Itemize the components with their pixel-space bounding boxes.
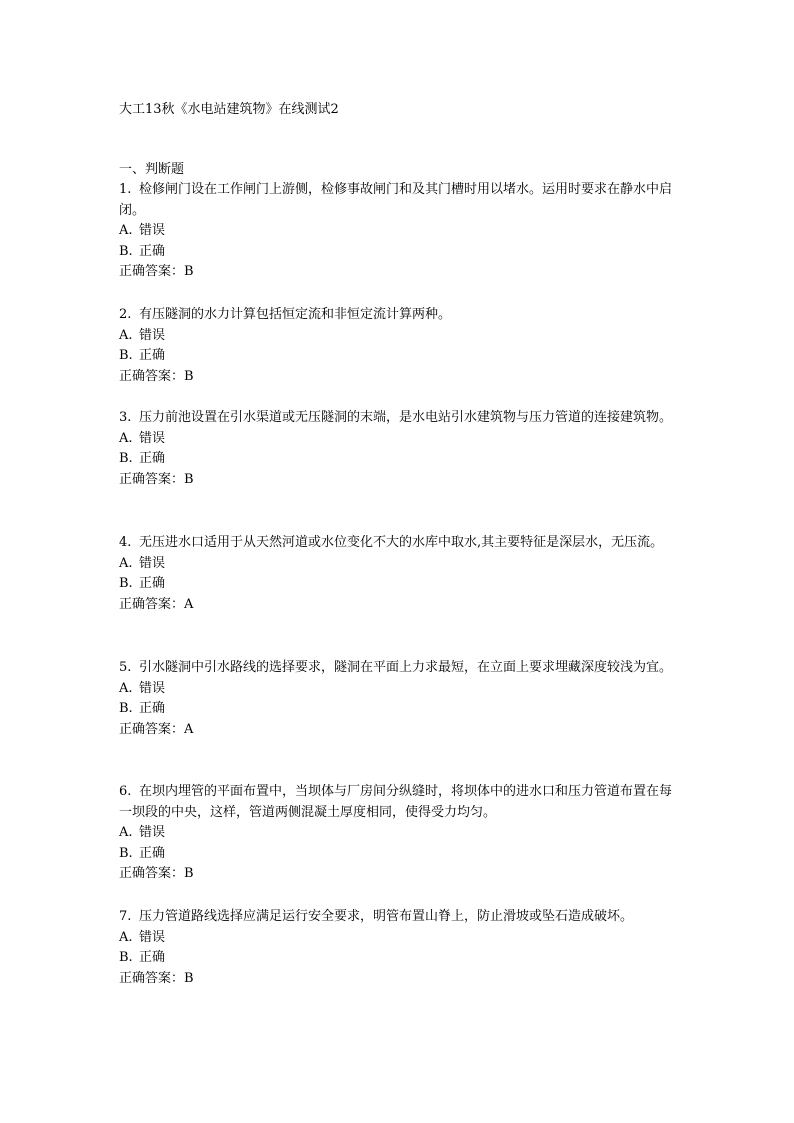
option-a	[119, 928, 679, 949]
question-number: 1.	[119, 182, 132, 197]
question-text	[119, 305, 679, 326]
option-letter: A.	[119, 430, 133, 446]
question-3	[119, 408, 679, 490]
question-body: 在坝内埋管的平面布置中，当坝体与厂房间分纵缝时，将坝体中的进水口和压力管道布置在每一坝段的中央，这样，管道两侧混凝土厚度相同，使得受力均匀。	[119, 784, 673, 820]
answer-label: 正确答案：	[119, 970, 185, 986]
option-letter: A.	[119, 680, 133, 696]
answer-label: 正确答案：	[119, 721, 185, 737]
answer-value: B	[184, 264, 194, 280]
option-letter: A.	[119, 929, 133, 945]
option-b	[119, 948, 679, 969]
answer-label: 正确答案：	[119, 264, 185, 280]
option-b	[119, 844, 679, 865]
correct-answer	[119, 864, 679, 885]
question-number: 5.	[119, 660, 132, 675]
question-number: 4.	[119, 535, 132, 550]
question-7	[119, 907, 679, 989]
option-text: 错误	[139, 430, 166, 446]
question-number: 3.	[119, 410, 132, 425]
answer-label: 正确答案：	[119, 368, 185, 384]
option-a	[119, 429, 679, 450]
option-text: 正确	[139, 348, 166, 364]
question-body: 无压进水口适用于从天然河道或水位变化不大的水库中取水,其主要特征是深层水，无压流。	[139, 535, 664, 550]
correct-answer	[119, 262, 679, 283]
document-title: 大工13秋《水电站建筑物》在线测试2	[119, 102, 339, 117]
option-a	[119, 221, 679, 242]
option-text: 错误	[139, 825, 166, 841]
option-b	[119, 346, 679, 367]
question-body: 引水隧洞中引水路线的选择要求，隧洞在平面上力求最短，在立面上要求埋藏深度较浅为宜。	[139, 660, 673, 675]
option-a	[119, 679, 679, 700]
option-text: 正确	[139, 243, 166, 259]
answer-value: B	[184, 368, 194, 384]
option-letter: A.	[119, 327, 133, 343]
correct-answer	[119, 470, 679, 491]
option-letter: A.	[119, 825, 133, 841]
answer-value: B	[184, 970, 194, 986]
option-text: 错误	[139, 223, 166, 239]
question-6	[119, 782, 679, 885]
answer-label: 正确答案：	[119, 596, 185, 612]
option-letter: B.	[119, 701, 133, 717]
section-heading: 一、判断题	[119, 162, 185, 177]
option-b	[119, 699, 679, 720]
option-text: 错误	[139, 929, 166, 945]
question-text	[119, 180, 679, 221]
option-text: 正确	[139, 576, 166, 592]
question-number: 7.	[119, 909, 132, 924]
option-text: 错误	[139, 327, 166, 343]
question-5	[119, 658, 679, 740]
option-text: 错误	[139, 555, 166, 571]
question-1	[119, 180, 679, 283]
correct-answer	[119, 595, 679, 616]
answer-value: A	[184, 596, 194, 612]
option-letter: A.	[119, 555, 133, 571]
correct-answer	[119, 969, 679, 990]
option-letter: B.	[119, 451, 133, 467]
option-text: 正确	[139, 451, 166, 467]
option-letter: B.	[119, 845, 133, 861]
correct-answer	[119, 367, 679, 388]
option-letter: B.	[119, 950, 133, 966]
question-text	[119, 533, 679, 554]
option-a	[119, 823, 679, 844]
option-text: 正确	[139, 950, 166, 966]
correct-answer	[119, 720, 679, 741]
option-b	[119, 242, 679, 263]
question-number: 6.	[119, 784, 132, 799]
option-letter: B.	[119, 348, 133, 364]
option-text: 错误	[139, 680, 166, 696]
question-text	[119, 907, 679, 928]
question-4	[119, 533, 679, 615]
option-text: 正确	[139, 701, 166, 717]
option-letter: A.	[119, 223, 133, 239]
option-text: 正确	[139, 845, 166, 861]
question-text	[119, 408, 679, 429]
answer-label: 正确答案：	[119, 471, 185, 487]
question-body: 检修闸门设在工作闸门上游侧，检修事故闸门和及其门槽时用以堵水。运用时要求在静水中启闭。	[119, 182, 673, 218]
answer-label: 正确答案：	[119, 866, 185, 882]
answer-value: B	[184, 866, 194, 882]
answer-value: B	[184, 471, 194, 487]
question-body: 压力前池设置在引水渠道或无压隧洞的末端，是水电站引水建筑物与压力管道的连接建筑物。	[139, 410, 673, 425]
option-a	[119, 554, 679, 575]
question-2	[119, 305, 679, 387]
question-number: 2.	[119, 307, 132, 322]
question-text	[119, 658, 679, 679]
question-text	[119, 782, 679, 823]
option-letter: B.	[119, 576, 133, 592]
question-body: 有压隧洞的水力计算包括恒定流和非恒定流计算两种。	[139, 307, 452, 322]
option-a	[119, 326, 679, 347]
option-letter: B.	[119, 243, 133, 259]
option-b	[119, 574, 679, 595]
question-body: 压力管道路线选择应满足运行安全要求，明管布置山脊上，防止滑坡或坠石造成破坏。	[139, 909, 634, 924]
option-b	[119, 449, 679, 470]
answer-value: A	[184, 721, 194, 737]
